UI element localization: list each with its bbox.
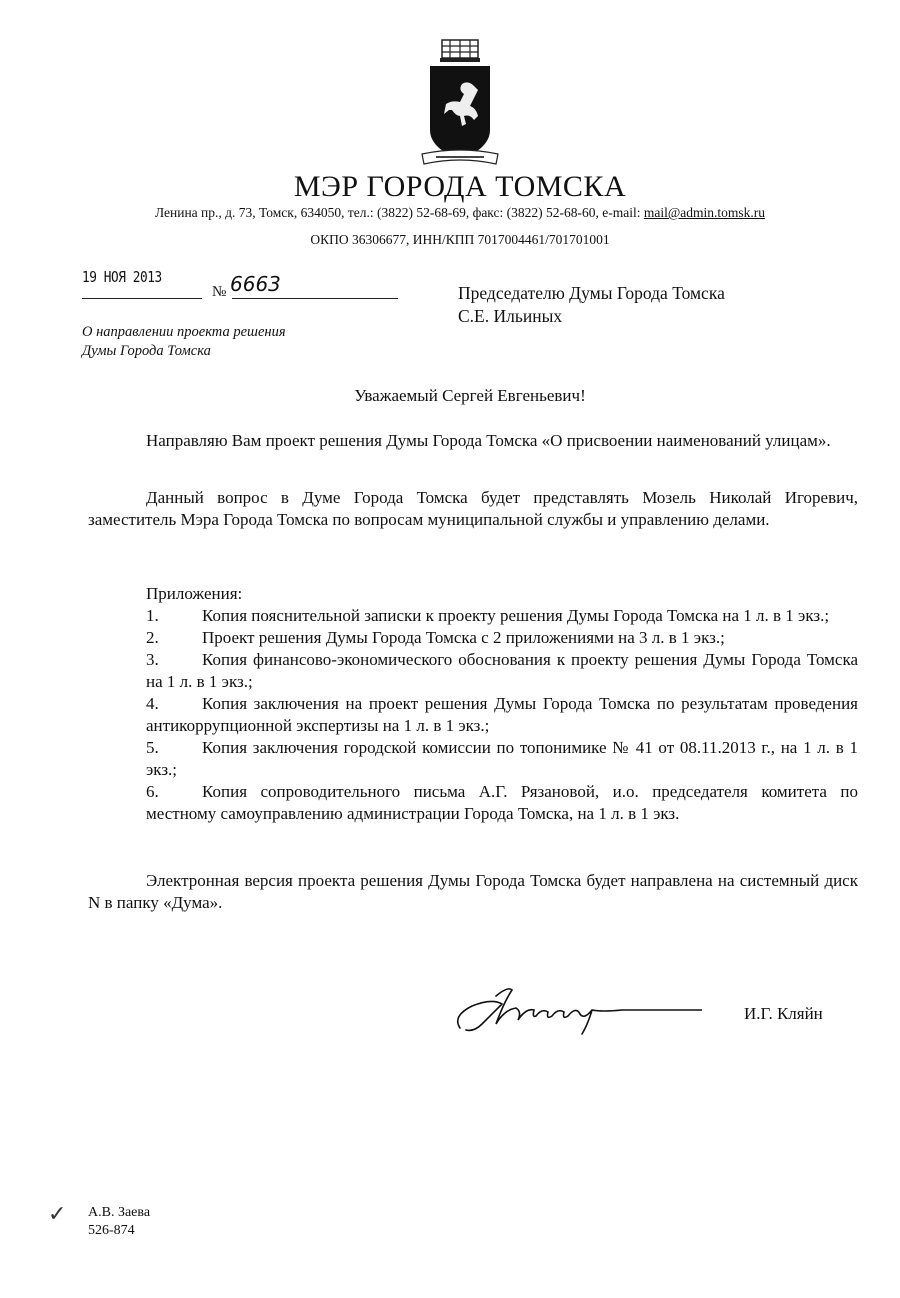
- list-item: [146, 737, 858, 781]
- address-text: Ленина пр., д. 73, Томск, 634050, тел.: (3822) 52-68-69, факс: (3822) 52-68-60, e-mail:: [154, 205, 644, 220]
- tomsk-coat-of-arms-icon: [416, 38, 504, 170]
- item-number: 6.: [146, 782, 159, 801]
- item-number: 4.: [146, 694, 159, 713]
- paragraph-2-text: Данный вопрос в Думе Города Томска будет представлять Мозель Николай Игоревич, заместитель Мэра Города Томска по вопросам муниципальной службы и управлению делами.: [88, 488, 858, 529]
- recipient-name: С.Е. Ильиных: [458, 306, 563, 326]
- registration-date: 19 НОЯ 2013: [82, 268, 162, 286]
- item-text: Копия сопроводительного письма А.Г. Рязановой, и.о. председателя комитета по местному самоуправлению администрации Города Томска, на 1 л. в 1 экз.: [146, 782, 858, 823]
- paragraph-1-text: Направляю Вам проект решения Думы Города Томска «О присвоении наименований улицам».: [146, 431, 831, 450]
- appendices-heading: Приложения:: [146, 584, 243, 603]
- recipient-block: [458, 282, 725, 328]
- paragraph-3-text: Электронная версия проекта решения Думы Города Томска будет направлена на системный диск N в папку «Дума».: [88, 871, 858, 912]
- executor-phone: 526-874: [88, 1223, 135, 1238]
- check-mark-icon: ✓: [48, 1202, 67, 1227]
- list-item: [146, 605, 858, 627]
- paragraph-3: [88, 870, 858, 914]
- executor-block: [88, 1204, 150, 1240]
- item-number: 2.: [146, 628, 159, 647]
- subject-line-1: О направлении проекта решения: [82, 324, 286, 340]
- item-number: 1.: [146, 606, 159, 625]
- greeting: Уважаемый Сергей Евгеньевич!: [354, 386, 586, 405]
- header-address: [0, 205, 900, 221]
- page-title: МЭР ГОРОДА ТОМСКА: [293, 170, 627, 203]
- appendices-list: [146, 583, 858, 825]
- date-underline: [82, 298, 202, 299]
- list-item: [146, 627, 858, 649]
- subject-line-2: Думы Города Томска: [82, 343, 211, 359]
- item-text: Проект решения Думы Города Томска с 2 приложениями на 3 л. в 1 экз.;: [202, 628, 725, 647]
- item-text: Копия финансово-экономического обоснования к проекту решения Думы Города Томска на 1 л. в 1 экз.;: [146, 650, 858, 691]
- letter-subject: [82, 323, 286, 361]
- registration-number: 6663: [230, 272, 281, 296]
- recipient-title: Председателю Думы Города Томска: [458, 283, 725, 303]
- list-item: [146, 781, 858, 825]
- item-text: Копия заключения городской комиссии по топонимике № 41 от 08.11.2013 г., на 1 л. в 1 экз.;: [146, 738, 858, 779]
- executor-name: А.В. Заева: [88, 1205, 151, 1220]
- paragraph-1: [88, 430, 858, 452]
- signer-name: И.Г. Кляйн: [744, 1004, 823, 1023]
- number-sign: №: [212, 284, 227, 300]
- paragraph-2: [88, 487, 858, 531]
- email-link[interactable]: mail@admin.tomsk.ru: [643, 205, 766, 220]
- header-codes: ОКПО 36306677, ИНН/КПП 7017004461/701701001: [310, 232, 610, 247]
- list-item: [146, 693, 858, 737]
- item-number: 3.: [146, 650, 159, 669]
- list-item: [146, 649, 858, 693]
- number-underline: [232, 298, 398, 299]
- item-number: 5.: [146, 738, 159, 757]
- handwritten-signature-icon: [452, 980, 702, 1040]
- item-text: Копия пояснительной записки к проекту решения Думы Города Томска на 1 л. в 1 экз.;: [202, 606, 830, 625]
- item-text: Копия заключения на проект решения Думы Города Томска по результатам проведения антикоррупционной экспертизы на 1 л. в 1 экз.;: [146, 694, 858, 735]
